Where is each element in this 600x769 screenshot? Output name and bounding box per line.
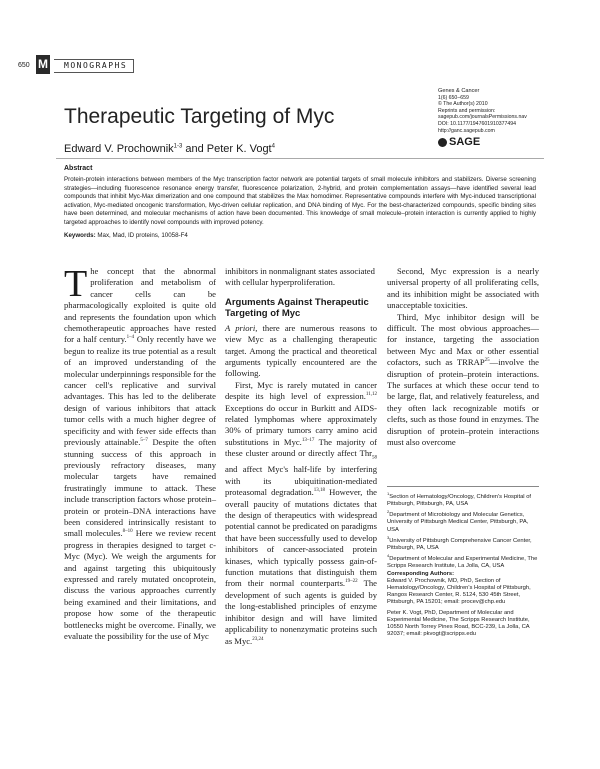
- publisher-name: SAGE: [449, 136, 481, 148]
- page-number: 650: [18, 62, 30, 69]
- author-affiliation: 1-3: [173, 143, 183, 150]
- keywords-list: Max, Mad, ID proteins, 10058-F4: [95, 232, 188, 239]
- text-italic: A priori: [225, 322, 256, 333]
- footnotes: [387, 490, 539, 638]
- text-run: and affect Myc's half-life by interfering with its ubiquitination-mediated proteasomal degradation.: [225, 464, 377, 498]
- text-run: However, the overall paucity of mutations dictates that the design of therapeutics with widespread potential cannot be predicated on paradigms that have been successfully used to develop inhibitors of cancer-associated protein kinases, which typically possess gain-of-function mutations that distinguish them from their normal counterparts.: [225, 487, 378, 589]
- footnote-divider: [387, 486, 539, 487]
- article-title: Therapeutic Targeting of Myc: [64, 105, 335, 128]
- paragraph: [225, 380, 377, 647]
- author-affiliation: 4: [271, 143, 275, 150]
- citation: 1–4: [126, 335, 135, 341]
- journal-line[interactable]: http://ganc.sagepub.com: [438, 127, 495, 134]
- affiliation: [387, 490, 539, 508]
- author-and: and: [182, 143, 207, 155]
- subscript: 58: [372, 456, 377, 461]
- affiliation: [387, 508, 539, 534]
- authors: [64, 143, 275, 155]
- text-run: The majority of these cluster around or directly affect Thr: [225, 436, 377, 459]
- citation: 13,18: [313, 488, 326, 494]
- journal-line: DOI: 10.1177/1947601910377494: [438, 120, 517, 127]
- affiliation-text: Department of Microbiology and Molecular Genetics, University of Pittsburgh Medical Center, Pittsburgh, PA, USA: [387, 512, 529, 533]
- corresponding-author: Peter K. Vogt, PhD, Department of Molecular and Experimental Medicine, The Scripps Research Institute, 10550 North Torrey Pines Road, BCC-239, La Jolla, CA 92037; email: pkvogt@scripps.edu: [387, 609, 530, 638]
- citation: 8–10: [122, 529, 133, 535]
- text-run: The development of such agents is guided by the long-established principles of enzyme inhibitor design and will have limited applicability to nonenzymatic proteins such as Myc.: [225, 578, 377, 646]
- affiliation: [387, 534, 539, 552]
- text-run: Exceptions do occur in Burkitt and AIDS-related lymphomas where approximately 30% of primary tumors carry amino acid substitutions in Myc.: [225, 402, 377, 447]
- affiliation-text: University of Pittsburgh Comprehensive Cancer Center, Pittsburgh, PA, USA: [387, 537, 532, 551]
- text-run: Here we review recent progress in therapies designed to target c-Myc (Myc). We weigh the arguments for and against targeting this ubiquitously expressed and rarely mutated oncoprotein, discuss the various approaches currently being examined and their limitations, and propose how some of the therapeutic bottlenecks might be overcome. Finally, we evaluate the possibility for the use of Myc: [64, 528, 216, 641]
- section-label: MONOGRAPHS: [54, 59, 134, 73]
- affiliation: [387, 552, 539, 570]
- paragraph: [387, 312, 539, 449]
- affiliation-number: 2: [387, 509, 390, 515]
- paragraph: [225, 323, 377, 380]
- author-name: Peter K. Vogt: [206, 143, 272, 155]
- body-column-2: [225, 266, 377, 647]
- citation: 13–17: [301, 438, 315, 444]
- drop-cap: T: [64, 263, 88, 305]
- text-run: First, Myc is rarely mutated in cancer despite its high level of expression.: [225, 379, 377, 402]
- citation: 25: [484, 358, 490, 364]
- citation: 23,24: [252, 636, 264, 642]
- text-run: , there are numerous reasons to view Myc as a challenging therapeutic target. Among the practical and theoretical arguments typically encountered are the following.: [225, 322, 377, 379]
- text-run: Despite the often stunning success of this approach in previously refractory diseases, many molecular targets have remained frustratingly immune to attack. These include transcription factors whose protein–protein or protein–DNA interactions have been considered intrinsically resistant to small molecules.: [64, 437, 217, 539]
- journal-line: Reprints and permission:: [438, 107, 496, 114]
- abstract-text: Protein-protein interactions between members of the Myc transcription factor network are potential targets of small molecule inhibitors and stabilizers. Diverse screening strategies—including fluorescence resonance energy transfer, fluorescence polarization, 2-hybrid, and protein complementation assays—have identified several lead compounds that inhibit Myc-Max dimerization and one compound that stabilizes the Max homodimer. Representative compounds interfere with Myc-induced transcriptional activation, Myc-mediated oncogenic transformation, Myc-driven cellular replication, and DNA binding of Myc. For the best-characterized compounds, specific binding sites have been determined, and molecular mechanisms of action have been documented. This knowledge of small molecule–protein interaction is currently applied to highly targeted approaches to identify novel compounds with improved potency.: [64, 176, 536, 226]
- text-run: —involve the disruption of protein–protein interactions. The surfaces at which these occur tend to be large, flat, and relatively featureless, and they often lack recognizable motifs or clefts, such as those found in enzymes. The disruption of protein–protein interactions must also overcome: [387, 357, 539, 448]
- abstract-divider: [56, 158, 544, 159]
- paragraph: Second, Myc expression is a nearly universal property of all proliferating cells, and its inhibition might be associated with unacceptable toxicities.: [387, 266, 539, 311]
- author-name: Edward V. Prochownik: [64, 143, 174, 155]
- affiliation-number: 4: [387, 553, 390, 559]
- corresponding-heading: Corresponding Authors:: [387, 570, 455, 577]
- journal-line: 1(6) 650–659: [438, 94, 469, 101]
- section-heading: Arguments Against Therapeutic Targeting of Myc: [225, 296, 369, 319]
- citation: 11,12: [365, 392, 377, 398]
- body-column-3: [387, 266, 539, 449]
- text-run: Only recently have we begun to realize its true potential as a result of an improved understanding of the molecular underpinnings responsible for the cancer cell's replicative and survival advantages. This has led to the deliberate design of various inhibitors that attack tumor cells with a much higher degree of specificity and with fewer side effects than previously attainable.: [64, 334, 217, 448]
- paragraph: [64, 263, 217, 642]
- corresponding-author: Edward V. Prochownik, MD, PhD, Section of Hematology/Oncology, Children's Hospital of Pittsburgh, Rangos Research Center, R. 5124, 530 45th Street, Pittsburgh, PA 15201; email: procev@chp.edu: [387, 577, 531, 606]
- monographs-logo: M: [36, 55, 50, 74]
- sage-icon: [438, 138, 447, 147]
- body-column-1: [64, 263, 217, 642]
- affiliation-text: Section of Hematology/Oncology, Children's Hospital of Pittsburgh, Pittsburgh, PA, USA: [387, 493, 532, 508]
- journal-line[interactable]: sagepub.com/journalsPermissions.nav: [438, 114, 527, 121]
- abstract-heading: Abstract: [64, 165, 93, 172]
- text-run: he concept that the abnormal proliferation and metabolism of cancer cells can be pharmacologically exploited is quite old and represents the foundation upon which chemotherapeutic approaches have rested for a half century.: [64, 266, 216, 345]
- journal-line: © The Author(s) 2010: [438, 101, 488, 108]
- affiliation-number: 1: [387, 491, 390, 496]
- journal-line: Genes & Cancer: [438, 88, 480, 94]
- keywords-label: Keywords:: [64, 232, 96, 239]
- affiliation-number: 3: [387, 534, 390, 540]
- citation: 5–7: [140, 438, 148, 444]
- citation: 19–22: [345, 579, 358, 585]
- paragraph: inhibitors in nonmalignant states associated with cellular hyperproliferation.: [225, 266, 375, 288]
- publisher-logo: [438, 136, 480, 148]
- text-run: Third, Myc inhibitor design will be difficult. The most obvious approaches—for instance, targeting the association between Myc and Max or other essential cofactors, such as TRRAP: [387, 311, 539, 368]
- affiliation-text: Department of Molecular and Experimental Medicine, The Scripps Research Institute, La Jolla, CA, USA: [387, 556, 538, 570]
- keywords: [64, 232, 188, 239]
- journal-info: [438, 88, 598, 134]
